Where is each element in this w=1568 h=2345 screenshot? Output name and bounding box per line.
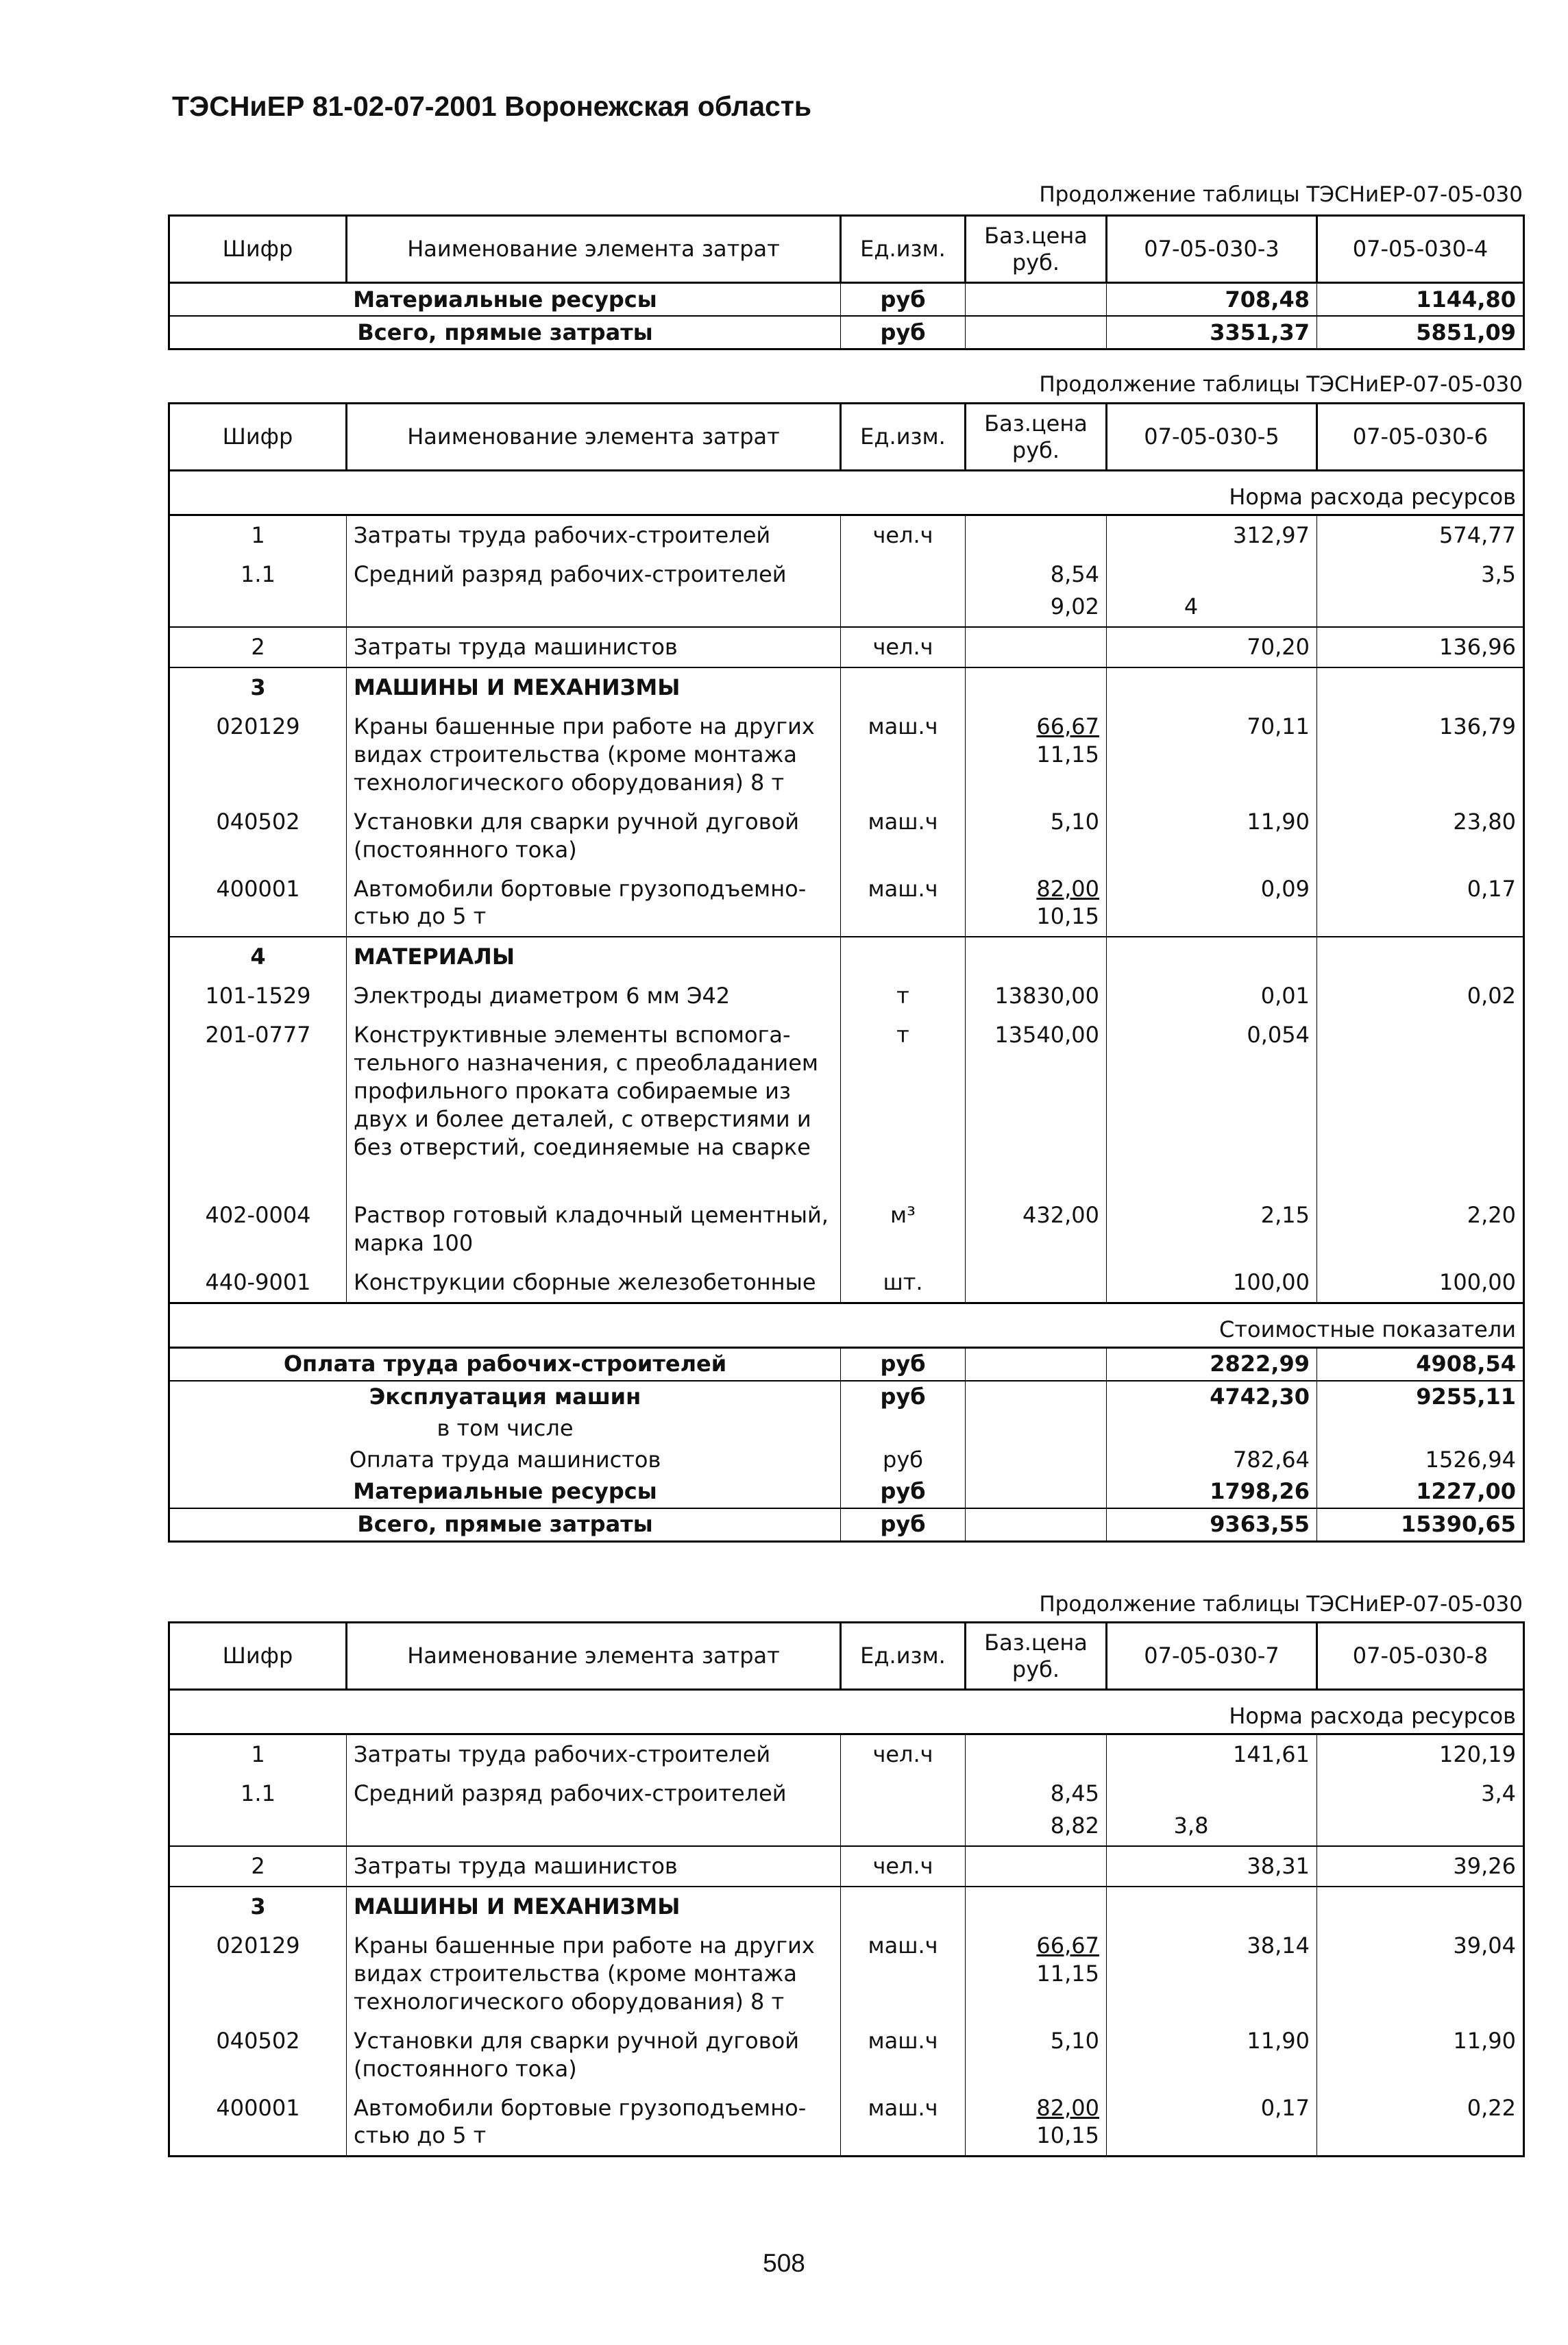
row-name: Электроды диаметром 6 мм Э42 bbox=[347, 977, 841, 1016]
summary-unit: руб bbox=[841, 1508, 966, 1542]
row-code: 201-0777 bbox=[169, 1016, 347, 1196]
row-name: Автомобили бортовые грузоподъемно-стью до 5 т bbox=[347, 2089, 841, 2157]
summary-row bbox=[169, 283, 1524, 317]
row-price: 82,00 bbox=[1036, 2094, 1099, 2121]
table-row bbox=[169, 1016, 1524, 1196]
row-code: 400001 bbox=[169, 2089, 347, 2157]
summary-value-b: 15390,65 bbox=[1317, 1508, 1524, 1542]
row-name: Средний разряд рабочих-строителей bbox=[347, 555, 841, 627]
row-name: Конструкции сборные железобетонные bbox=[347, 1263, 841, 1303]
summary-value-a: 9363,55 bbox=[1107, 1508, 1317, 1542]
table-row bbox=[169, 1846, 1524, 1887]
row-value-a: 11,90 bbox=[1107, 2022, 1317, 2089]
row-value-a: 38,14 bbox=[1107, 1926, 1317, 2022]
row-code: 020129 bbox=[169, 1926, 347, 2022]
summary-value-b: 1526,94 bbox=[1317, 1445, 1524, 1476]
summary-value-b: 4908,54 bbox=[1317, 1347, 1524, 1381]
section-title: МАТЕРИАЛЫ bbox=[347, 937, 841, 977]
row-value-a: 0,17 bbox=[1107, 2089, 1317, 2157]
row-price-secondary: 10,15 bbox=[1036, 903, 1099, 930]
summary-row bbox=[169, 1413, 1524, 1445]
header-price: Баз.цена руб. bbox=[966, 404, 1107, 471]
header-unit: Ед.изм. bbox=[841, 404, 966, 471]
row-code: 1 bbox=[169, 1734, 347, 1774]
summary-value-b: 1227,00 bbox=[1317, 1476, 1524, 1508]
summary-value-a: 708,48 bbox=[1107, 283, 1317, 317]
table-row bbox=[169, 977, 1524, 1016]
row-price: 8,45 bbox=[1050, 1780, 1099, 1806]
header-col-a: 07-05-030-3 bbox=[1107, 216, 1317, 283]
row-price: 432,00 bbox=[966, 1196, 1107, 1263]
row-price-secondary: 10,15 bbox=[1036, 2122, 1099, 2149]
summary-label: Материальные ресурсы bbox=[169, 1476, 841, 1508]
row-price-secondary: 11,15 bbox=[1036, 741, 1099, 768]
summary-row bbox=[169, 316, 1524, 349]
section-code: 3 bbox=[169, 667, 347, 707]
summary-value-a: 1798,26 bbox=[1107, 1476, 1317, 1508]
row-code: 101-1529 bbox=[169, 977, 347, 1016]
summary-label: Всего, прямые затраты bbox=[169, 1508, 841, 1542]
header-name: Наименование элемента затрат bbox=[347, 404, 841, 471]
row-name: Затраты труда машинистов bbox=[347, 627, 841, 667]
row-name: Средний разряд рабочих-строителей bbox=[347, 1774, 841, 1846]
table-caption: Продолжение таблицы ТЭСНиЕР-07-05-030 bbox=[1039, 372, 1523, 397]
summary-label: Всего, прямые затраты bbox=[169, 316, 841, 349]
row-value-b: 39,04 bbox=[1317, 1926, 1524, 2022]
row-price: 13830,00 bbox=[966, 977, 1107, 1016]
table-row bbox=[169, 1926, 1524, 2022]
row-value-a: 100,00 bbox=[1107, 1263, 1317, 1303]
row-price: 13540,00 bbox=[966, 1016, 1107, 1196]
norm-label-row bbox=[169, 1690, 1524, 1734]
table-caption: Продолжение таблицы ТЭСНиЕР-07-05-030 bbox=[1039, 1592, 1523, 1617]
row-value-b: 3,5 bbox=[1317, 555, 1524, 627]
row-value-a: 3,8 bbox=[1173, 1812, 1209, 1839]
row-unit: маш.ч bbox=[841, 1926, 966, 2022]
row-value-b: 2,20 bbox=[1317, 1196, 1524, 1263]
header-col-b: 07-05-030-6 bbox=[1317, 404, 1524, 471]
table-row bbox=[169, 2022, 1524, 2089]
row-value-a: 38,31 bbox=[1107, 1846, 1317, 1887]
row-value-b: 136,96 bbox=[1317, 627, 1524, 667]
resource-table-2 bbox=[168, 402, 1525, 1543]
row-name: Затраты труда рабочих-строителей bbox=[347, 1734, 841, 1774]
row-unit: чел.ч bbox=[841, 627, 966, 667]
row-name: Конструктивные элементы вспомога-тельного назначения, с преобладанием профильного проката собираемые из двух и более деталей, с отверстиями и без отверстий, соединяемые на сварке bbox=[347, 1016, 841, 1196]
summary-value-a: 3351,37 bbox=[1107, 316, 1317, 349]
row-value-b: 23,80 bbox=[1317, 802, 1524, 870]
table-row bbox=[169, 515, 1524, 555]
row-code: 440-9001 bbox=[169, 1263, 347, 1303]
row-value-b: 11,90 bbox=[1317, 2022, 1524, 2089]
row-value-b: 0,22 bbox=[1317, 2089, 1524, 2157]
row-name: Автомобили бортовые грузоподъемно-стью до 5 т bbox=[347, 870, 841, 937]
page-number: 508 bbox=[763, 2249, 805, 2277]
row-value-b: 39,26 bbox=[1317, 1846, 1524, 1887]
summary-value-b: 5851,09 bbox=[1317, 316, 1524, 349]
summary-value-a: 4742,30 bbox=[1107, 1381, 1317, 1413]
summary-label: Эксплуатация машин bbox=[169, 1381, 841, 1413]
table-header-row bbox=[169, 216, 1524, 283]
header-unit: Ед.изм. bbox=[841, 216, 966, 283]
norm-label-row bbox=[169, 471, 1524, 515]
row-value-a: 0,09 bbox=[1107, 870, 1317, 937]
row-value-b: 0,17 bbox=[1317, 870, 1524, 937]
resource-table-1 bbox=[168, 214, 1525, 350]
summary-unit: руб bbox=[841, 1381, 966, 1413]
summary-unit: руб bbox=[841, 1445, 966, 1476]
section-row bbox=[169, 1887, 1524, 1926]
row-price: 5,10 bbox=[966, 802, 1107, 870]
row-name: Установки для сварки ручной дуговой (постоянного тока) bbox=[347, 802, 841, 870]
section-row bbox=[169, 667, 1524, 707]
row-code: 400001 bbox=[169, 870, 347, 937]
row-price-secondary: 8,82 bbox=[1050, 1812, 1099, 1839]
header-col-a: 07-05-030-7 bbox=[1107, 1623, 1317, 1690]
header-col-b: 07-05-030-4 bbox=[1317, 216, 1524, 283]
row-code: 1.1 bbox=[169, 555, 347, 627]
row-value-a: 0,01 bbox=[1107, 977, 1317, 1016]
row-value-a: 141,61 bbox=[1107, 1734, 1317, 1774]
table-row bbox=[169, 2089, 1524, 2157]
document-title: ТЭСНиЕР 81-02-07-2001 Воронежская область bbox=[172, 90, 812, 122]
row-code: 040502 bbox=[169, 802, 347, 870]
header-price: Баз.цена руб. bbox=[966, 1623, 1107, 1690]
header-cipher: Шифр bbox=[169, 216, 347, 283]
row-value-b: 120,19 bbox=[1317, 1734, 1524, 1774]
summary-row bbox=[169, 1508, 1524, 1542]
row-price: 66,67 bbox=[1036, 713, 1099, 739]
row-code: 1.1 bbox=[169, 1774, 347, 1846]
row-unit: м³ bbox=[841, 1196, 966, 1263]
row-price: 5,10 bbox=[966, 2022, 1107, 2089]
row-code: 1 bbox=[169, 515, 347, 555]
table-row bbox=[169, 707, 1524, 802]
norm-label: Норма расхода ресурсов bbox=[169, 1690, 1524, 1734]
row-value-a: 312,97 bbox=[1107, 515, 1317, 555]
summary-unit: руб bbox=[841, 283, 966, 317]
summary-value-b: 1144,80 bbox=[1317, 283, 1524, 317]
table-row bbox=[169, 627, 1524, 667]
header-name: Наименование элемента затрат bbox=[347, 1623, 841, 1690]
header-price: Баз.цена руб. bbox=[966, 216, 1107, 283]
table-row bbox=[169, 1196, 1524, 1263]
section-code: 4 bbox=[169, 937, 347, 977]
row-unit: маш.ч bbox=[841, 2022, 966, 2089]
summary-label: Оплата труда рабочих-строителей bbox=[169, 1347, 841, 1381]
row-unit: чел.ч bbox=[841, 1846, 966, 1887]
row-value-b: 574,77 bbox=[1317, 515, 1524, 555]
row-code: 2 bbox=[169, 1846, 347, 1887]
row-code: 2 bbox=[169, 627, 347, 667]
row-name: Краны башенные при работе на других видах строительства (кроме монтажа технологического оборудования) 8 т bbox=[347, 707, 841, 802]
summary-unit: руб bbox=[841, 1347, 966, 1381]
summary-label: Оплата труда машинистов bbox=[169, 1445, 841, 1476]
section-row bbox=[169, 937, 1524, 977]
table-row bbox=[169, 555, 1524, 627]
table-row bbox=[169, 1774, 1524, 1846]
row-unit: т bbox=[841, 1016, 966, 1196]
row-unit: чел.ч bbox=[841, 1734, 966, 1774]
norm-label: Норма расхода ресурсов bbox=[169, 471, 1524, 515]
section-title: МАШИНЫ И МЕХАНИЗМЫ bbox=[347, 667, 841, 707]
header-cipher: Шифр bbox=[169, 1623, 347, 1690]
summary-row bbox=[169, 1347, 1524, 1381]
header-cipher: Шифр bbox=[169, 404, 347, 471]
row-unit: маш.ч bbox=[841, 802, 966, 870]
row-value-b: 136,79 bbox=[1317, 707, 1524, 802]
table-row bbox=[169, 1263, 1524, 1303]
resource-table-3 bbox=[168, 1621, 1525, 2157]
row-name: Установки для сварки ручной дуговой (постоянного тока) bbox=[347, 2022, 841, 2089]
row-unit: чел.ч bbox=[841, 515, 966, 555]
row-name: Раствор готовый кладочный цементный, марка 100 bbox=[347, 1196, 841, 1263]
row-value-a: 4 bbox=[1184, 593, 1199, 619]
header-col-b: 07-05-030-8 bbox=[1317, 1623, 1524, 1690]
cost-label: Стоимостные показатели bbox=[169, 1303, 1524, 1347]
header-name: Наименование элемента затрат bbox=[347, 216, 841, 283]
summary-unit: руб bbox=[841, 316, 966, 349]
row-name: Затраты труда рабочих-строителей bbox=[347, 515, 841, 555]
summary-label: в том числе bbox=[169, 1413, 841, 1445]
row-value-b: 3,4 bbox=[1317, 1774, 1524, 1846]
section-code: 3 bbox=[169, 1887, 347, 1926]
table-row bbox=[169, 1734, 1524, 1774]
row-value-a: 0,054 bbox=[1107, 1016, 1317, 1196]
row-value-b: 100,00 bbox=[1317, 1263, 1524, 1303]
header-unit: Ед.изм. bbox=[841, 1623, 966, 1690]
row-price-secondary: 11,15 bbox=[1036, 1960, 1099, 1987]
summary-row bbox=[169, 1445, 1524, 1476]
row-price bbox=[966, 1263, 1107, 1303]
row-name: Затраты труда машинистов bbox=[347, 1846, 841, 1887]
row-price: 66,67 bbox=[1036, 1932, 1099, 1959]
section-title: МАШИНЫ И МЕХАНИЗМЫ bbox=[347, 1887, 841, 1926]
table-caption: Продолжение таблицы ТЭСНиЕР-07-05-030 bbox=[1039, 182, 1523, 207]
row-price-secondary: 9,02 bbox=[1050, 593, 1099, 619]
summary-value-a: 782,64 bbox=[1107, 1445, 1317, 1476]
row-code: 020129 bbox=[169, 707, 347, 802]
row-price: 82,00 bbox=[1036, 875, 1099, 902]
summary-label: Материальные ресурсы bbox=[169, 283, 841, 317]
summary-value-a: 2822,99 bbox=[1107, 1347, 1317, 1381]
cost-label-row bbox=[169, 1303, 1524, 1347]
header-col-a: 07-05-030-5 bbox=[1107, 404, 1317, 471]
row-code: 040502 bbox=[169, 2022, 347, 2089]
summary-row bbox=[169, 1476, 1524, 1508]
table-row bbox=[169, 870, 1524, 937]
row-value-b bbox=[1317, 1016, 1524, 1196]
row-value-a: 11,90 bbox=[1107, 802, 1317, 870]
table-row bbox=[169, 802, 1524, 870]
row-value-a: 70,20 bbox=[1107, 627, 1317, 667]
row-unit: маш.ч bbox=[841, 2089, 966, 2157]
row-unit: шт. bbox=[841, 1263, 966, 1303]
table-header-row bbox=[169, 1623, 1524, 1690]
row-value-a: 70,11 bbox=[1107, 707, 1317, 802]
summary-value-b: 9255,11 bbox=[1317, 1381, 1524, 1413]
row-unit: т bbox=[841, 977, 966, 1016]
summary-unit: руб bbox=[841, 1476, 966, 1508]
row-name: Краны башенные при работе на других видах строительства (кроме монтажа технологического оборудования) 8 т bbox=[347, 1926, 841, 2022]
row-unit: маш.ч bbox=[841, 870, 966, 937]
row-unit: маш.ч bbox=[841, 707, 966, 802]
row-value-a: 2,15 bbox=[1107, 1196, 1317, 1263]
row-code: 402-0004 bbox=[169, 1196, 347, 1263]
table-header-row bbox=[169, 404, 1524, 471]
row-price: 8,54 bbox=[1050, 561, 1099, 587]
summary-row bbox=[169, 1381, 1524, 1413]
row-value-b: 0,02 bbox=[1317, 977, 1524, 1016]
